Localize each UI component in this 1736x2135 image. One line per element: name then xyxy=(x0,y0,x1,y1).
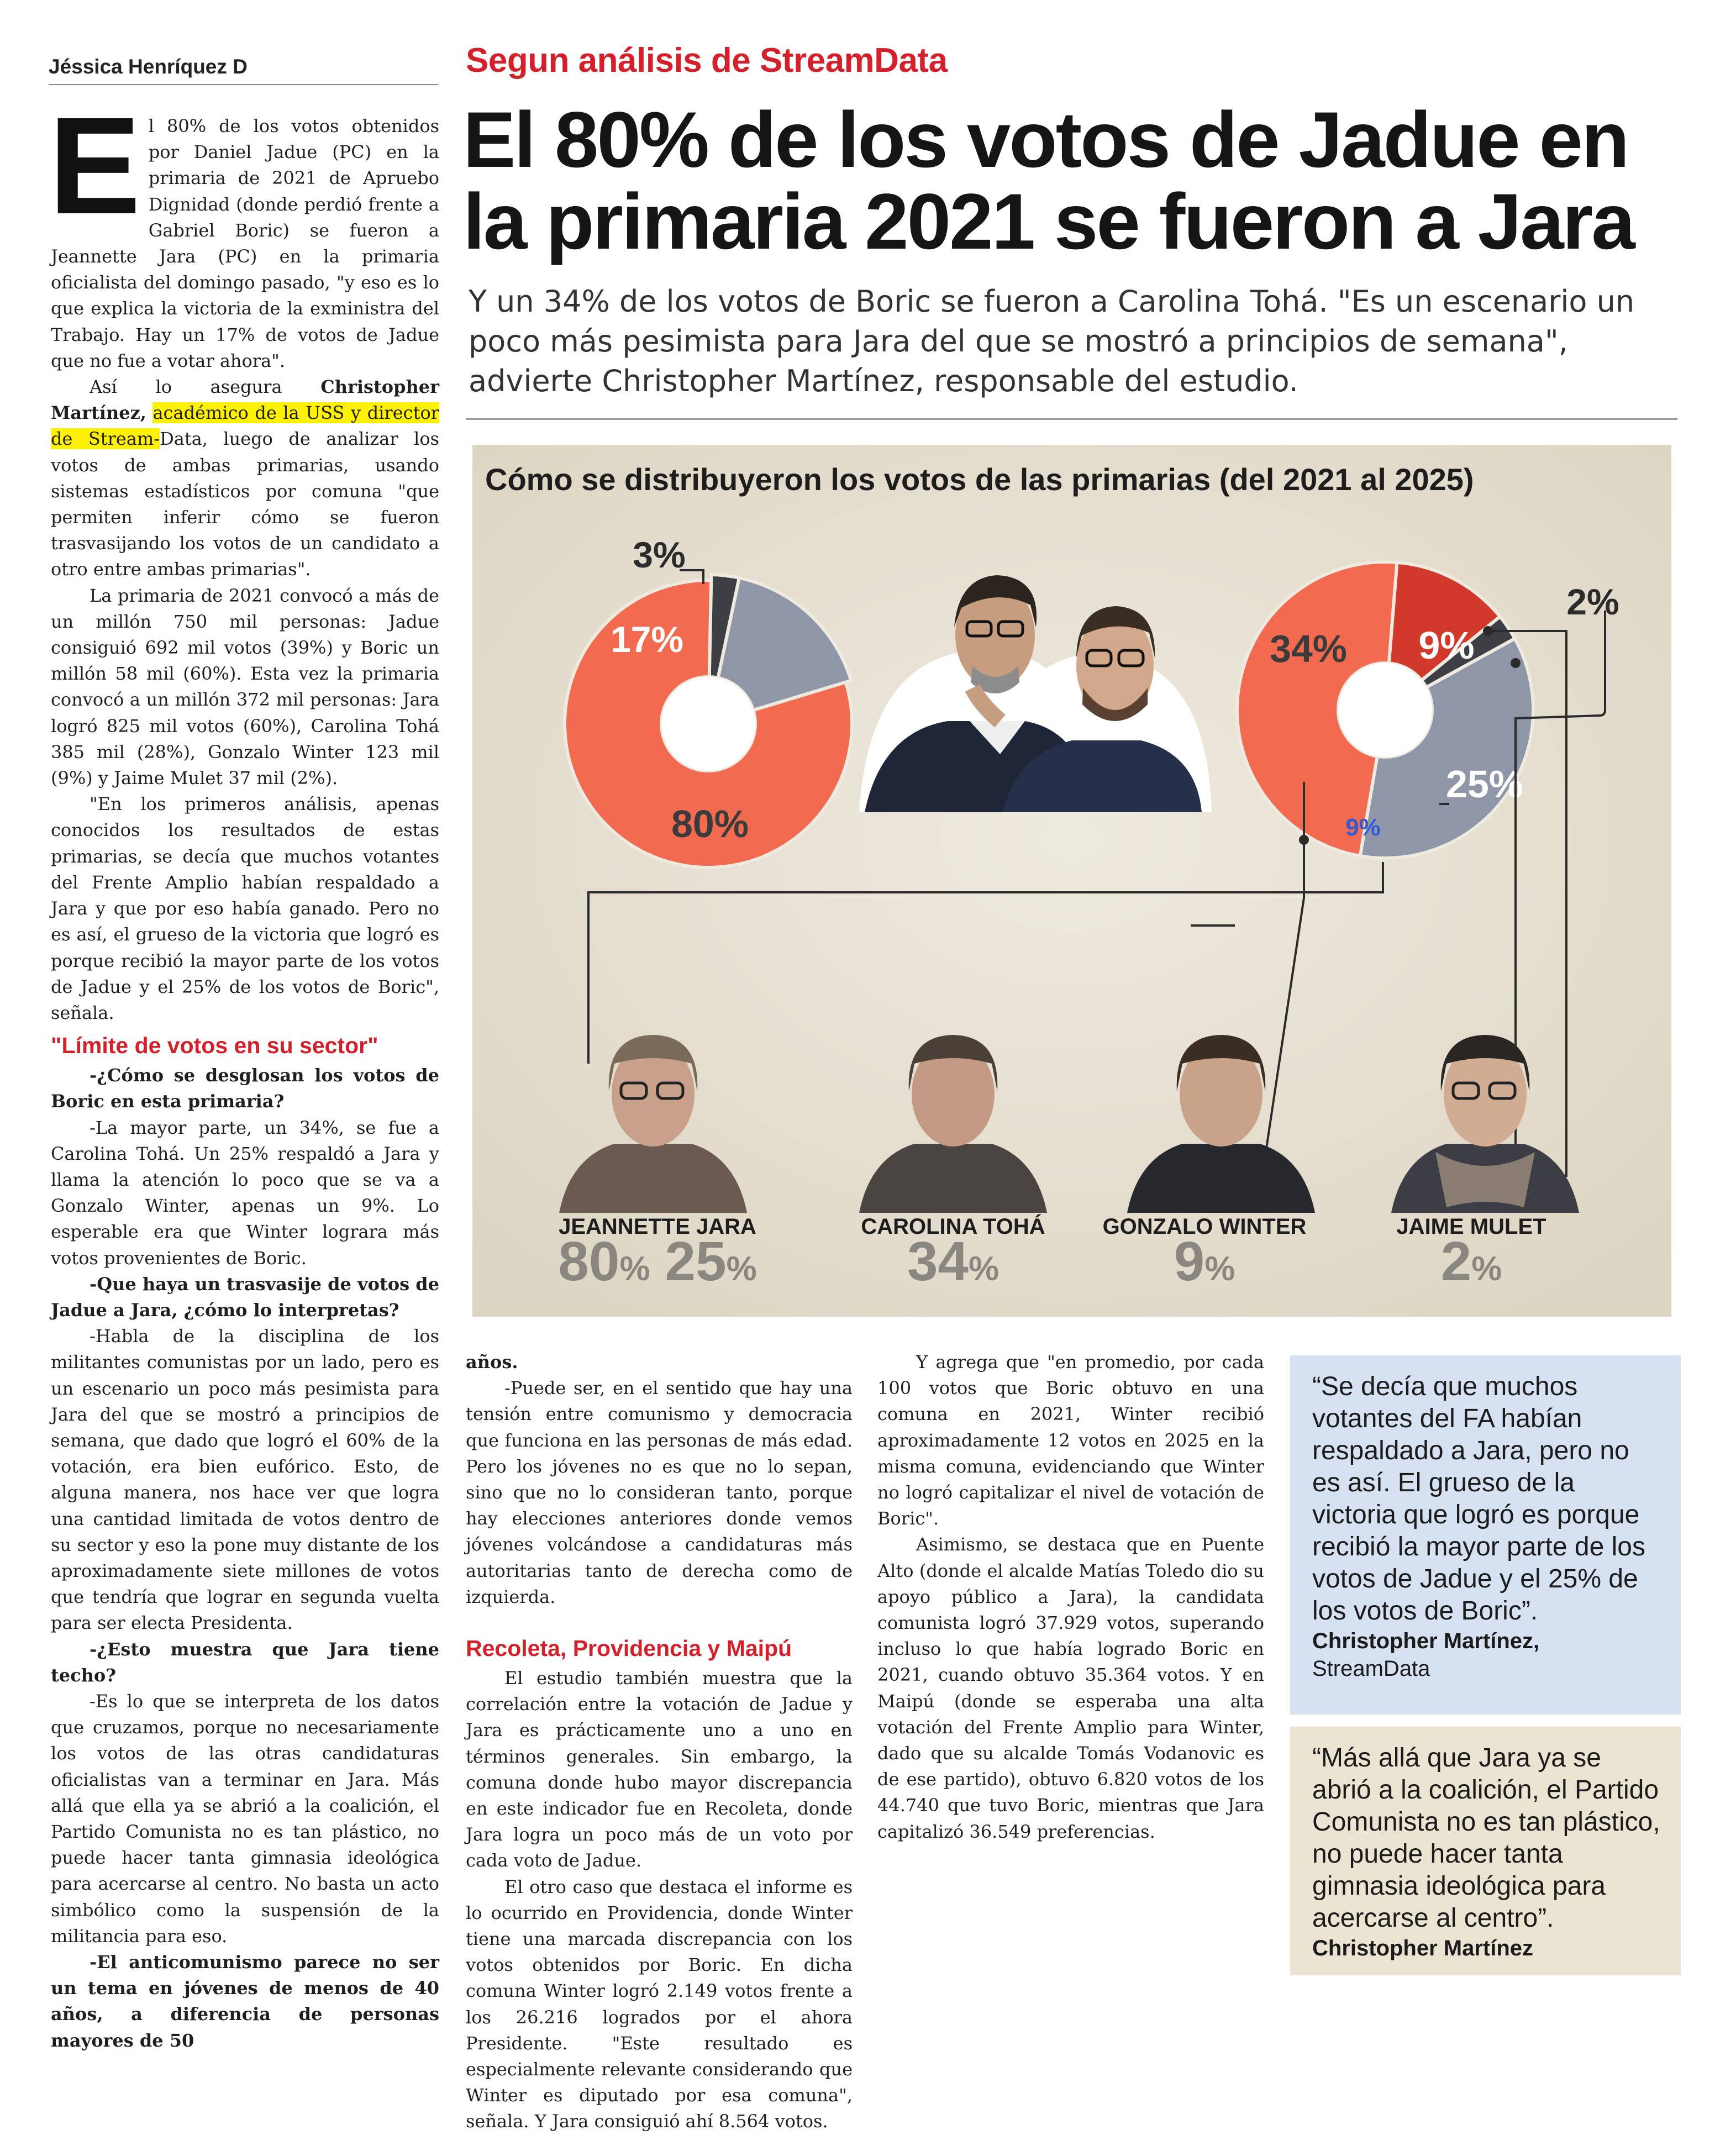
article-paragraph: Así lo asegura Christopher Martínez, académico de la USS y director de Stream-Data, luego de analizar los votos de ambas primarias, usando sistemas estadísticos por comuna "que permiten inferir cómo se fueron trasvasijando los votos de un candidato a otro entre ambas primarias". xyxy=(51,376,440,580)
pull-quote-text: “Más allá que Jara ya se abrió a la coalición, el Partido Comunista no es tan plástico, no puede hacer tanta gimnasia ideológica para acercarse al centro”. xyxy=(1312,1743,1660,1933)
headline-line-1: El 80% de los votos de Jadue en xyxy=(463,96,1628,184)
donut-slice-label: 34% xyxy=(1269,627,1348,670)
interview-answer: -Puede ser, en el sentido que hay una tensión entre comunismo y democracia que funciona en las personas de más edad. Pero los jóvenes no es que no lo sepan, sino que no lo consideran tanto, porque hay elecciones anteriores donde vemos jóvenes volcándose a candidaturas más autoritarias tanto de derecha como de izquierda. xyxy=(466,1377,853,1607)
article-paragraph: Y agrega que "en promedio, por cada 100 votos que Boric obtuvo en una comuna en 2021, Winter recibió aproximadamente 12 votos en 2025 en la misma comuna, evidenciando que Winter no logró capitalizar el nivel de votación de Boric". xyxy=(877,1352,1264,1529)
candidate-percent: 2% xyxy=(1440,1230,1502,1292)
candidate-name: CAROLINA TOHÁ xyxy=(861,1214,1045,1239)
interview-question: -¿Cómo se desglosan los votos de Boric en esta primaria? xyxy=(51,1065,439,1112)
connector-dot xyxy=(1300,836,1308,844)
infographic xyxy=(472,445,1671,1317)
article-paragraph: El estudio también muestra que la correlación entre la votación de Jadue y Jara es prácticamente uno a uno en términos generales. Sin embargo, la comuna donde hubo mayor discrepancia en este indicador fue en Recoleta, donde Jara logra un poco más de un voto por cada voto de Jadue. xyxy=(466,1668,853,1871)
connector-dot xyxy=(1484,627,1492,635)
donut-slice-label: 17% xyxy=(610,619,684,660)
pull-quote-affiliation: StreamData xyxy=(1312,1657,1430,1681)
interview-answer: -Habla de la disciplina de los militantes comunistas por un lado, pero es un escenario un poco más pesimista para Jara del que se mostró a principios de semana, que dado que logró el 60% de la votación, era bien eufórico. Esto, de alguna manera, nos hace ver que logra una cantidad limitada de votos dentro de su sector y eso la pone muy distante de los aproximadamente siete millones de votos que tendría que lograr en segunda vuelta para ser electa Presidenta. xyxy=(51,1326,439,1634)
donut-chart xyxy=(472,445,1671,1317)
donut-center xyxy=(661,677,755,771)
pull-quote-2 xyxy=(1290,1727,1681,1975)
article-paragraph: El otro caso que destaca el informe es lo ocurrido en Providencia, donde Winter tiene una marcada discrepancia con los votos obtenidos por Boric. En dicha comuna Winter logró 2.149 votos frente a los 26.216 logrados por el ahora Presidente. "Este resultado es especialmente relevante considerando que Winter es diputado por esa comuna", señala. Y Jara consiguió ahí 8.564 votos. xyxy=(466,1876,853,2132)
headline xyxy=(463,96,1695,266)
article-column-3-clip xyxy=(877,1349,1264,1974)
headline-divider xyxy=(466,418,1677,420)
interview-question: -¿Esto muestra que Jara tiene techo? xyxy=(51,1638,439,1686)
donut-inner-label: 9% xyxy=(1345,814,1381,841)
candidate-name: GONZALO WINTER xyxy=(1102,1214,1307,1239)
article-column-2 xyxy=(466,1349,853,2135)
chart-title: Cómo se distribuyeron los votos de las primarias (del 2021 al 2025) xyxy=(485,462,1474,497)
highlighted-text: académico de la USS y director de Stream- xyxy=(51,402,440,450)
interview-question: -El anticomunismo parece no ser un tema en jóvenes de menos de 40 años, a diferencia de personas mayores de 50 xyxy=(51,1952,439,2051)
deck: Y un 34% de los votos de Boric se fueron a Carolina Tohá. "Es un escenario un poco más pesimista para Jara del que se mostró a principios de semana", advierte Christopher Martínez, responsable del estudio. xyxy=(469,284,1635,398)
article-paragraph: El 80% de los votos obtenidos por Daniel Jadue (PC) en la primaria de 2021 de Apruebo Dignidad (donde perdió frente a Gabriel Boric) se fueron a Jeannette Jara (PC) en la primaria oficialista del domingo pasado, "y eso es lo que explica la victoria de la exministra del Trabajo. Hay un 17% de votos de Jadue que no fue a votar ahora". xyxy=(49,88,439,371)
candidate-percent: 9% xyxy=(1174,1230,1235,1292)
article-column-1 xyxy=(49,88,440,2054)
interview-answer: -La mayor parte, un 34%, se fue a Carolina Tohá. Un 25% respaldó a Jara y llama la atención lo poco que se va a Gonzalo Winter, apenas un 9%. Lo esperable era que Winter lograra más votos provenientes de Boric. xyxy=(51,1117,439,1269)
candidate-percent: 80% 25% xyxy=(558,1230,757,1292)
byline-divider xyxy=(49,84,438,85)
subhead-recoleta: Recoleta, Providencia y Maipú xyxy=(466,1636,792,1661)
article-paragraph: Asimismo, se destaca que en Puente Alto (donde el alcalde Matías Toledo dio su apoyo público a Jara), la candidata comunista logró 37.929 votos, superando incluso lo que había logrado Boric en 2021, cuando obtuvo 35.364 votos. Y en Maipú (donde se esperaba una alta votación del Frente Amplio para Winter, dado que su alcalde Tomás Vodanovic es de ese partido), obtuvo 6.820 votos de los 44.740 que tuvo Boric, mientras que Jara capitalizó 36.549 preferencias. xyxy=(877,1534,1264,1842)
article-paragraph: "En los primeros análisis, apenas conocidos los resultados de estas primarias, se decía que muchos votantes del Frente Amplio habían respaldado a Jara y que por eso había ganado. Pero no es así, el grueso de la victoria que logró es porque recibió la mayor parte de los votos de Jadue y el 25% de los votos de Boric", señala. xyxy=(51,793,439,1023)
donut-slice-label: 2% xyxy=(1566,581,1619,622)
donut-slice-label: 25% xyxy=(1445,762,1524,806)
donut-slice-label: 80% xyxy=(671,802,749,845)
pull-quote-author: Christopher Martínez xyxy=(1312,1936,1534,1960)
interview-question: años. xyxy=(466,1352,518,1372)
interview-question: -Que haya un trasvasije de votos de Jadue a Jara, ¿cómo lo interpretas? xyxy=(51,1273,439,1321)
kicker: Segun análisis de StreamData xyxy=(466,41,948,80)
pull-quote-author: Christopher Martínez, xyxy=(1312,1629,1540,1653)
donut-center xyxy=(1338,663,1432,757)
connector-dot xyxy=(1512,659,1519,667)
candidate-percent: 34% xyxy=(907,1230,999,1292)
candidate-name: JAIME MULET xyxy=(1396,1214,1546,1239)
headline-line-2: la primaria 2021 se fueron a Jara xyxy=(463,178,1634,266)
pull-quote-1 xyxy=(1290,1355,1681,1715)
donut-slice-label: 3% xyxy=(633,534,686,575)
pull-quote-text: “Se decía que muchos votantes del FA habían respaldado a Jara, pero no es así. El grueso de la victoria que logró es porque recibió la mayor parte de los votos de Jadue y el 25% de los votos de Boric”. xyxy=(1312,1372,1645,1626)
subhead-limite: "Límite de votos en su sector" xyxy=(51,1033,378,1059)
interview-answer: -Es lo que se interpreta de los datos que cruzamos, porque no necesariamente los votos de las otras candidaturas oficialistas van a terminar en Jara. Más allá que ella ya se abrió a la coalición, el Partido Comunista no es tan plástico, no puede hacer tanta gimnasia ideológica para acercarse al centro. No basta un acto simbólico como la suspensión de la militancia para eso. xyxy=(51,1690,439,1947)
article-paragraph: La primaria de 2021 convocó a más de un millón 750 mil personas: Jadue consiguió 692 mil votos (39%) y Boric un millón 58 mil (60%). Esta vez la primaria convocó a un millón 372 mil personas: Jara logró 825 mil votos (60%), Carolina Tohá 385 mil (28%), Gonzalo Winter 123 mil (9%) y Jaime Mulet 37 mil (2%). xyxy=(51,585,439,789)
candidate-name: JEANNETTE JARA xyxy=(559,1214,756,1239)
byline: Jéssica Henríquez D xyxy=(49,55,248,78)
donut-slice-label: 9% xyxy=(1418,624,1475,667)
drop-cap: E xyxy=(49,88,141,243)
